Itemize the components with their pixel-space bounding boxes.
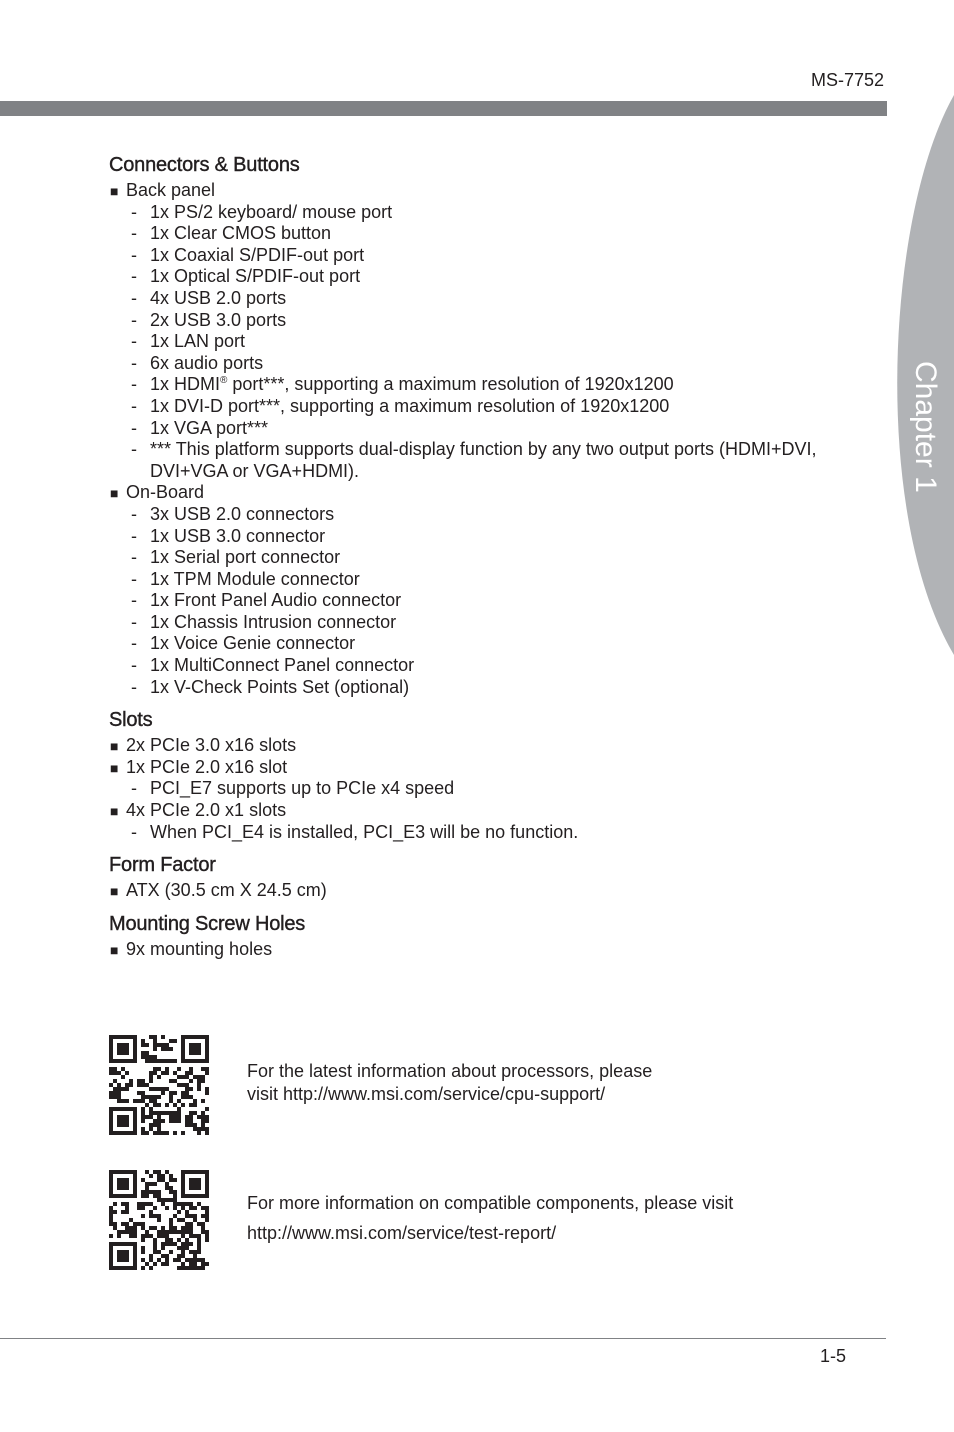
dash-bullet: - bbox=[131, 611, 137, 632]
qr-code-cpu-support-icon bbox=[109, 1035, 209, 1135]
sub-list-item bbox=[109, 331, 869, 353]
dash-bullet: - bbox=[131, 821, 137, 842]
list-item bbox=[109, 180, 869, 202]
section-title: Mounting Screw Holes bbox=[109, 912, 306, 935]
sub-list-item-text: 1x LAN port bbox=[150, 331, 246, 352]
sub-list-item bbox=[109, 778, 869, 800]
footer-rule bbox=[0, 1338, 886, 1339]
list-item-text: 9x mounting holes bbox=[126, 938, 273, 959]
dash-bullet: - bbox=[131, 244, 137, 265]
sub-list-item-text: 1x Front Panel Audio connector bbox=[150, 590, 402, 611]
list-item-text: Back panel bbox=[126, 180, 216, 200]
sub-list-item bbox=[109, 288, 869, 310]
square-bullet-icon: ■ bbox=[110, 485, 119, 502]
dash-bullet: - bbox=[131, 525, 137, 546]
sub-list-item-text: 1x Clear CMOS button bbox=[150, 223, 332, 244]
list-item bbox=[109, 482, 869, 504]
sub-list-item-text: 1x Serial port connector bbox=[150, 547, 341, 568]
sub-list-item-text: 1x VGA port*** bbox=[150, 417, 269, 438]
sub-list-item bbox=[109, 439, 869, 482]
sub-list-item bbox=[109, 245, 869, 267]
square-bullet-icon: ■ bbox=[110, 883, 119, 900]
dash-bullet: - bbox=[131, 287, 137, 308]
sub-list-item-text: 1x TPM Module connector bbox=[150, 568, 360, 589]
sub-list-item bbox=[109, 612, 869, 634]
list-item bbox=[109, 735, 869, 757]
sub-list-item-text: When PCI_E4 is installed, PCI_E3 will be no function. bbox=[150, 821, 579, 842]
page-number: 1-5 bbox=[819, 1346, 846, 1366]
square-bullet-icon: ■ bbox=[110, 759, 119, 776]
list-item bbox=[109, 757, 869, 779]
dash-bullet: - bbox=[131, 655, 137, 676]
sub-list-item bbox=[109, 310, 869, 332]
sub-list-item-text: 2x USB 3.0 ports bbox=[150, 309, 287, 330]
section-mounting-screw-holes bbox=[109, 909, 869, 961]
test-report-note-line2: http://www.msi.com/service/test-report/ bbox=[247, 1223, 557, 1243]
sub-list-item bbox=[109, 547, 869, 569]
sub-list-item bbox=[109, 822, 869, 844]
sub-list-item bbox=[109, 504, 869, 526]
list-item bbox=[109, 939, 869, 961]
sub-list-item-text: 1x MultiConnect Panel connector bbox=[150, 655, 415, 676]
qr-code-test-report-icon bbox=[109, 1170, 209, 1270]
square-bullet-icon: ■ bbox=[110, 803, 119, 820]
sub-list-item bbox=[109, 590, 869, 612]
test-report-note-line1: For more information on compatible components, please visit bbox=[247, 1193, 734, 1213]
cpu-support-note bbox=[247, 1060, 652, 1106]
sub-list-item-text: 1x Voice Genie connector bbox=[150, 633, 356, 654]
sub-list-item bbox=[109, 202, 869, 224]
sub-text-pre: 1x HDMI bbox=[150, 374, 221, 395]
dash-bullet: - bbox=[131, 633, 137, 654]
sub-list-item-text: 1x V-Check Points Set (optional) bbox=[150, 676, 410, 697]
header-bar bbox=[0, 101, 887, 116]
spec-content bbox=[109, 150, 869, 967]
dash-bullet: - bbox=[131, 778, 137, 799]
list-item bbox=[109, 880, 869, 902]
square-bullet-icon: ■ bbox=[110, 738, 119, 755]
registered-mark: ® bbox=[220, 375, 228, 387]
dash-bullet: - bbox=[131, 223, 137, 244]
dash-bullet: - bbox=[131, 352, 137, 373]
square-bullet-icon: ■ bbox=[110, 183, 119, 199]
list-item-text: ATX (30.5 cm X 24.5 cm) bbox=[126, 880, 327, 901]
sub-list-item-text: *** This platform supports dual-display function by any two output ports (HDMI+DVI, DVI+VGA or VGA+HDMI). bbox=[150, 439, 817, 481]
dash-bullet: - bbox=[131, 568, 137, 589]
sub-list-item bbox=[109, 353, 869, 375]
sub-list-item-text: 1x Coaxial S/PDIF-out port bbox=[150, 244, 365, 265]
sub-list-item-text: 6x audio ports bbox=[150, 352, 264, 373]
section-title: Slots bbox=[109, 709, 153, 732]
sub-list-item-text: 1x PS/2 keyboard/ mouse port bbox=[150, 201, 393, 222]
section-slots bbox=[109, 705, 869, 843]
sub-list-item bbox=[109, 569, 869, 591]
square-bullet-icon: ■ bbox=[110, 941, 119, 958]
cpu-support-note-line1: For the latest information about processors, please bbox=[247, 1061, 653, 1081]
dash-bullet: - bbox=[131, 417, 137, 438]
section-form-factor bbox=[109, 850, 869, 902]
sub-list-item bbox=[109, 374, 869, 396]
sub-list-item bbox=[109, 526, 869, 548]
list-item-text: 4x PCIe 2.0 x1 slots bbox=[126, 800, 287, 821]
list-item-text: On-Board bbox=[126, 482, 205, 503]
dash-bullet: - bbox=[131, 395, 137, 416]
sub-list-item bbox=[109, 396, 869, 418]
dash-bullet: - bbox=[131, 331, 137, 352]
test-report-note bbox=[247, 1188, 733, 1248]
sub-list-item-text: 4x USB 2.0 ports bbox=[150, 287, 287, 308]
dash-bullet: - bbox=[131, 676, 137, 697]
sub-list-item bbox=[109, 418, 869, 440]
dash-bullet: - bbox=[131, 590, 137, 611]
dash-bullet: - bbox=[131, 374, 137, 395]
dash-bullet: - bbox=[131, 439, 137, 460]
list-item-text: 2x PCIe 3.0 x16 slots bbox=[126, 735, 297, 756]
sub-list-item-text: 1x Optical S/PDIF-out port bbox=[150, 266, 361, 287]
sub-list-item-text: PCI_E7 supports up to PCIe x4 speed bbox=[150, 778, 455, 799]
list-item-text: 1x PCIe 2.0 x16 slot bbox=[126, 756, 288, 777]
sub-list-item bbox=[109, 655, 869, 677]
list-item bbox=[109, 800, 869, 822]
dash-bullet: - bbox=[131, 266, 137, 287]
sub-text-post: port***, supporting a maximum resolution of 1920x1200 bbox=[227, 374, 674, 395]
dash-bullet: - bbox=[131, 201, 137, 222]
dash-bullet: - bbox=[131, 309, 137, 330]
chapter-tab-label bbox=[910, 361, 940, 425]
sub-list-item bbox=[109, 677, 869, 699]
section-title: Form Factor bbox=[109, 854, 216, 877]
dash-bullet: - bbox=[131, 503, 137, 524]
sub-list-item bbox=[109, 266, 869, 288]
sub-list-item-text: 1x USB 3.0 connector bbox=[150, 525, 326, 546]
sub-list-item bbox=[109, 633, 869, 655]
sub-list-item-text: 1x DVI-D port***, supporting a maximum resolution of 1920x1200 bbox=[150, 395, 670, 416]
sub-list-item-text: 3x USB 2.0 connectors bbox=[150, 503, 335, 524]
section-title: Connectors & Buttons bbox=[109, 154, 300, 176]
sub-list-item bbox=[109, 223, 869, 245]
section-connectors-buttons bbox=[109, 150, 869, 698]
sub-list-item-text: 1x Chassis Intrusion connector bbox=[150, 611, 397, 632]
model-number: MS-7752 bbox=[810, 70, 884, 90]
dash-bullet: - bbox=[131, 547, 137, 568]
cpu-support-note-line2: visit http://www.msi.com/service/cpu-support/ bbox=[247, 1084, 606, 1104]
sub-list-item-text bbox=[133, 374, 869, 396]
